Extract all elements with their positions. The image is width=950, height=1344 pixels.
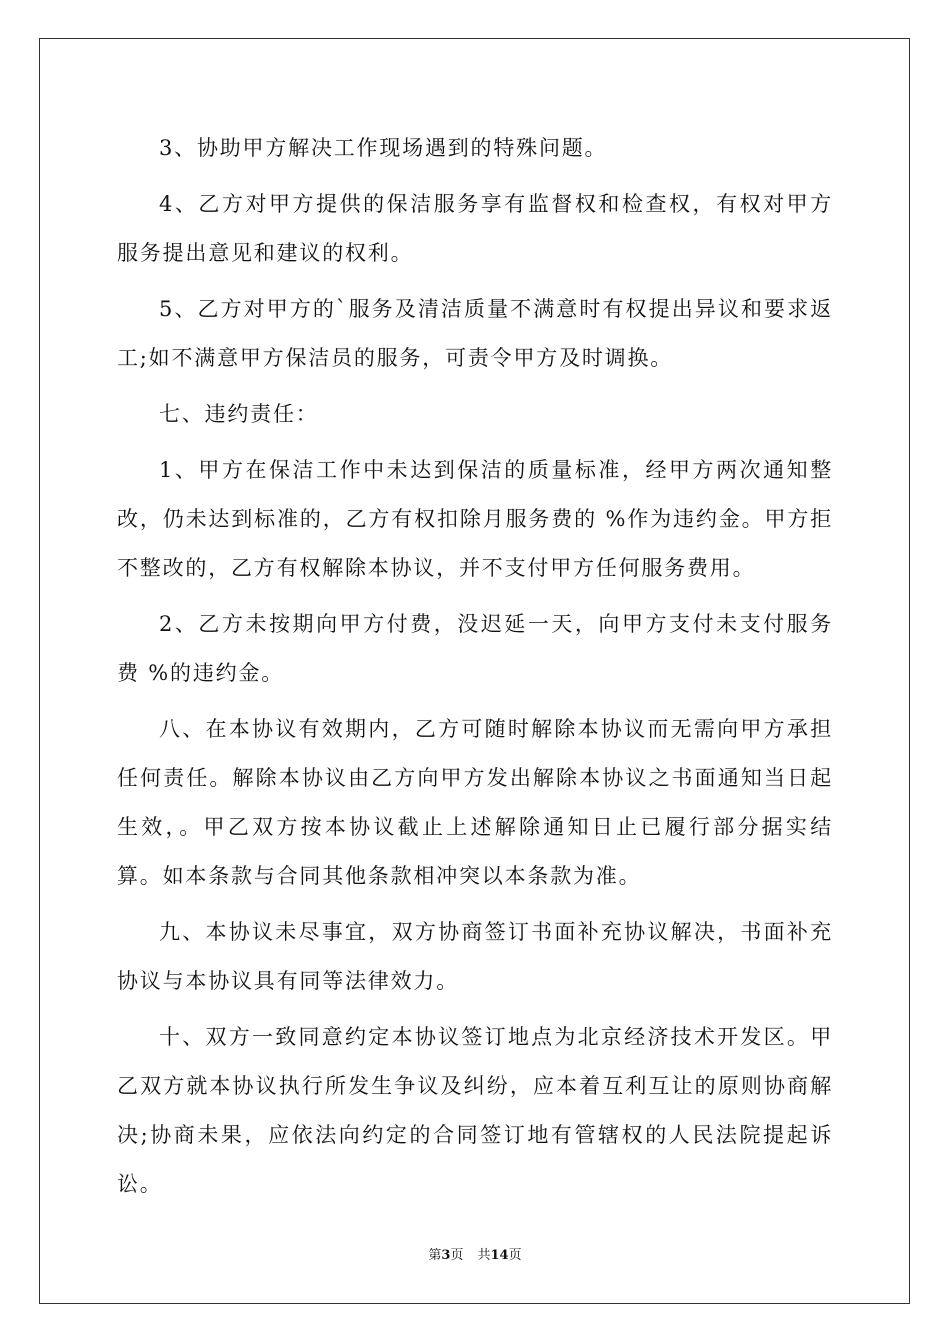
paragraph-section-8: 八、在本协议有效期内，乙方可随时解除本协议而无需向甲方承担任何责任。解除本协议由乙方向甲方发出解除本协议之书面通知当日起生效，。甲乙双方按本协议截止上述解除通知日止已履行部分据实结算。如本条款与合同其他条款相冲突以本条款为准。 — [117, 717, 833, 888]
page-suffix: 页 — [450, 1248, 464, 1263]
paragraph-clause-4: 4、乙方对甲方提供的保洁服务享有监督权和检查权，有权对甲方服务提出意见和建议的权利。 — [117, 192, 833, 265]
document-body — [117, 124, 833, 1216]
total-suffix: 页 — [508, 1248, 522, 1263]
total-pages: 14 — [490, 1248, 509, 1263]
section-heading-breach: 七、违约责任： — [159, 402, 319, 426]
page-prefix: 第 — [428, 1248, 442, 1263]
paragraph-section-9: 九、本协议未尽事宜，双方协商签订书面补充协议解决，书面补充协议与本协议具有同等法律效力。 — [117, 920, 833, 993]
paragraph-clause-3: 3、协助甲方解决工作现场遇到的特殊问题。 — [159, 136, 608, 160]
page-footer — [0, 1247, 950, 1265]
paragraph-clause-5: 5、乙方对甲方的`服务及清洁质量不满意时有权提出异议和要求返工;如不满意甲方保洁员的服务，可责令甲方及时调换。 — [117, 297, 833, 370]
paragraph-section-10: 十、双方一致同意约定本协议签订地点为北京经济技术开发区。甲乙双方就本协议执行所发生争议及纠纷，应本着互利互让的原则协商解决;协商未果，应依法向约定的合同签订地有管辖权的人民法院提起诉讼。 — [117, 1025, 833, 1196]
paragraph-breach-2: 2、乙方未按期向甲方付费，没迟延一天，向甲方支付未支付服务费 %的违约金。 — [117, 612, 833, 685]
paragraph-breach-1: 1、甲方在保洁工作中未达到保洁的质量标准，经甲方两次通知整改，仍未达到标准的，乙方有权扣除月服务费的 %作为违约金。甲方拒不整改的，乙方有权解除本协议，并不支付甲方任何服务费用。 — [117, 458, 833, 580]
total-prefix: 共 — [477, 1248, 491, 1263]
page-number: 3 — [441, 1248, 451, 1263]
